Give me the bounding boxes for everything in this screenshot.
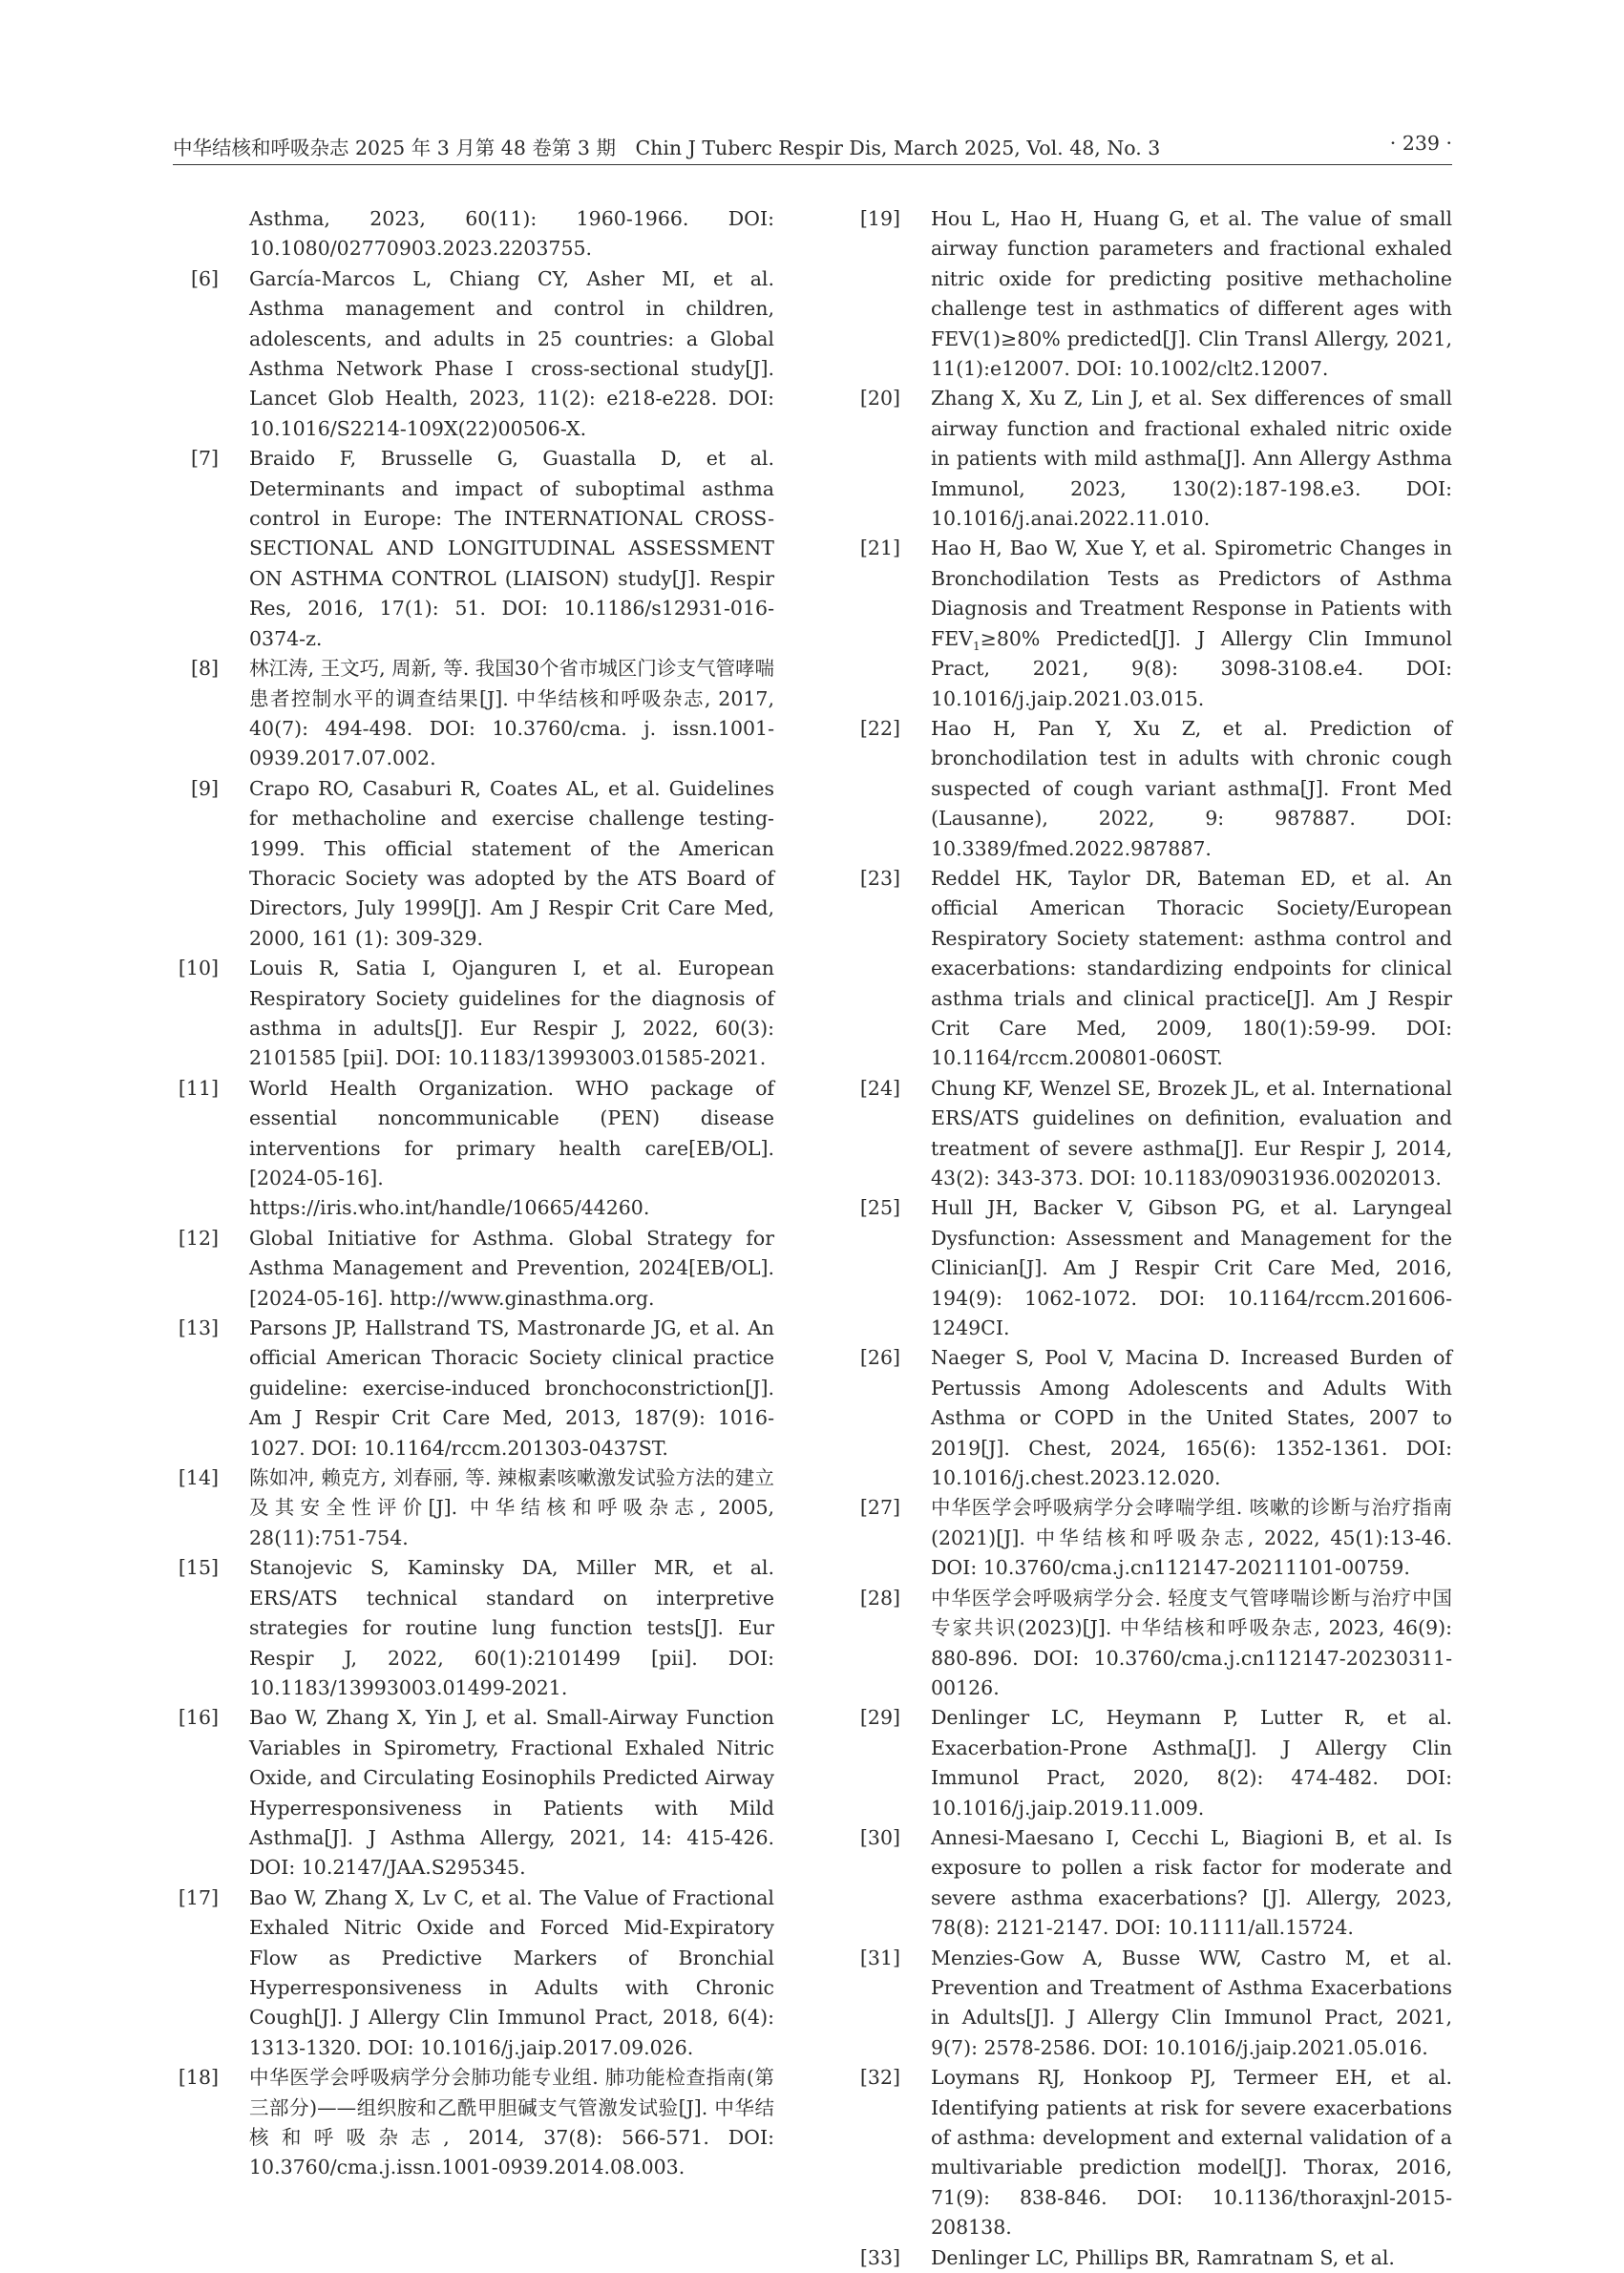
reference-number: [10] [178,957,219,980]
header-rule [173,164,1452,165]
reference-text: Parsons JP, Hallstrand TS, Mastronarde JG, et al. An official American Thoracic Society clinical practice guideline: exercise-induced bronchoconstriction[J]. Am J Respir Crit Care Med, 2013, 187(9): 1016-1027. DOI: 10.1164/rccm.201303-0437ST. [249,1316,774,1460]
reference-number: [17] [178,1885,219,1909]
reference-number: [26] [859,1346,900,1370]
reference-text: 陈如冲, 赖克方, 刘春丽, 等. 辣椒素咳嗽激发试验方法的建立及其安全性评价[J]. 中华结核和呼吸杂志, 2005, 28(11):751-754. [249,1466,774,1549]
subscript: 1 [973,639,981,653]
reference-text: World Health Organization. WHO package of essential noncommunicable (PEN) disease interventions for primary health care[EB/OL]. [2024-05-16]. https://iris.who.int/handle/10665/44260. [249,1076,774,1220]
journal-citation: 中华结核和呼吸杂志 2025 年 3 月第 48 卷第 3 期 Chin J Tuberc Respir Dis, March 2025, Vol. 48, No. 3 [173,137,1161,159]
reference-text: Crapo RO, Casaburi R, Coates AL, et al. Guidelines for methacholine and exercise challenge testing-1999. This official statement of the American Thoracic Society was adopted by the ATS Board of Directors, July 1999[J]. Am J Respir Crit Care Med, 2000, 161 (1): 309-329. [249,776,774,950]
reference-item [173,204,774,264]
reference-text [931,534,1452,713]
reference-text: Louis R, Satia I, Ojanguren I, et al. European Respiratory Society guidelines for the diagnosis of asthma in adults[J]. Eur Respir J, 2022, 60(3): 2101585 [pii]. DOI: 10.1183/13993003.01585-2021. [249,957,774,1070]
reference-text: Annesi-Maesano I, Cecchi L, Biagioni B, et al. Is exposure to pollen a risk factor for moderate and severe asthma exacerbations? [J]. Allergy, 2023, 78(8): 2121-2147. DOI: 10.1111/all.15724. [931,1825,1452,1940]
reference-text: Hao H, Pan Y, Xu Z, et al. Prediction of bronchodilation test in adults with chronic cough suspected of cough variant asthma[J]. Front Med (Lausanne), 2022, 9: 987887. DOI: 10.3389/fmed.2022.987887. [931,716,1452,860]
reference-text: Naeger S, Pool V, Macina D. Increased Burden of Pertussis Among Adolescents and Adults With Asthma or COPD in the United States, 2007 to 2019[J]. Chest, 2024, 165(6): 1352-1361. DOI: 10.1016/j.chest.2023.12.020. [931,1346,1452,1490]
reference-text: 林江涛, 王文巧, 周新, 等. 我国30个省市城区门诊支气管哮喘患者控制水平的调查结果[J]. 中华结核和呼吸杂志, 2017, 40(7): 494-498. DOI: 10.3760/cma. j. issn.1001-0939.2017.07.002. [249,657,774,770]
reference-item [854,1193,1452,1343]
reference-item [854,1074,1452,1194]
reference-text: Chung KF, Wenzel SE, Brozek JL, et al. International ERS/ATS guidelines on definition, evaluation and treatment of severe asthma[J]. Eur Respir J, 2014, 43(2): 343-373. DOI: 10.1183/09031936.00202013. [931,1076,1452,1189]
reference-number: [23] [859,866,900,890]
reference-text: Asthma, 2023, 60(11): 1960-1966. DOI: 10.1080/02770903.2023.2203755. [249,207,774,261]
reference-item [854,384,1452,534]
reference-text-part: ≥80% Predicted[J]. J Allergy Clin Immunol Pract, 2021, 9(8): 3098-3108.e4. DOI: 10.1016/j.jaip.2021.03.015. [931,626,1452,710]
reference-column-left [173,204,774,2183]
reference-number: [16] [178,1706,219,1730]
reference-text: Braido F, Brusselle G, Guastalla D, et al. Determinants and impact of suboptimal asthma control in Europe: The INTERNATIONAL CROSS-SECTIONAL AND LONGITUDINAL ASSESSMENT ON ASTHMA CONTROL (LIAISON) study[J]. Respir Res, 2016, 17(1): 51. DOI: 10.1186/s12931-016-0374-z. [249,447,774,650]
reference-number: [14] [178,1466,219,1490]
reference-item [173,1884,774,2063]
reference-item [854,204,1452,384]
reference-item [854,1944,1452,2064]
reference-number: [19] [859,207,900,230]
reference-text: 中华医学会呼吸病学分会肺功能专业组. 肺功能检查指南(第三部分)——组织胺和乙酰甲胆碱支气管激发试验[J]. 中华结核和呼吸杂志, 2014, 37(8): 566-571. DOI: 10.3760/cma.j.issn.1001-0939.2014.08.003. [249,2066,774,2179]
reference-text: 中华医学会呼吸病学分会. 轻度支气管哮喘诊断与治疗中国专家共识(2023)[J]. 中华结核和呼吸杂志, 2023, 46(9): 880-896. DOI: 10.3760/cma.j.cn112147-20230311-00126. [931,1586,1452,1699]
reference-text: Hou L, Hao H, Huang G, et al. The value of small airway function parameters and fractional exhaled nitric oxide for predicting positive methacholine challenge test in asthmatics of different ages with FEV(1)≥80% predicted[J]. Clin Transl Allergy, 2021, 11(1):e12007. DOI: 10.1002/clt2.12007. [931,207,1452,381]
reference-item [173,1703,774,1883]
reference-text: Loymans RJ, Honkoop PJ, Termeer EH, et al. Identifying patients at risk for severe exacerbations of asthma: development and external validation of a multivariable prediction model[J]. Thorax, 2016, 71(9): 838-846. DOI: 10.1136/thoraxjnl-2015-208138. [931,2066,1452,2240]
reference-number: [11] [178,1076,219,1100]
reference-text-part: Hao H, Bao W, Xue Y, et al. Spirometric Changes in Bronchodilation Tests as Predictors of Asthma Diagnosis and Treatment Response in Patients with FEV [931,537,1452,650]
reference-number: [27] [859,1496,900,1520]
reference-item [854,534,1452,713]
reference-number: [18] [178,2066,219,2090]
reference-item [173,954,774,1074]
reference-text: Zhang X, Xu Z, Lin J, et al. Sex differences of small airway function and fractional exhaled nitric oxide in patients with mild asthma[J]. Ann Allergy Asthma Immunol, 2023, 130(2):187-198.e3. DOI: 10.1016/j.anai.2022.11.010. [931,387,1452,531]
reference-number: [32] [859,2066,900,2090]
reference-text: García-Marcos L, Chiang CY, Asher MI, et al. Asthma management and control in children, adolescents, and adults in 25 countries: a Global Asthma Network Phase Ⅰ cross-sectional study[J]. Lancet Glob Health, 2023, 11(2): e218-e228. DOI: 10.1016/S2214-109X(22)00506-X. [249,266,774,440]
reference-item [173,1224,774,1314]
reference-number: [31] [859,1946,900,1969]
reference-text: Global Initiative for Asthma. Global Strategy for Asthma Management and Prevention, 2024[EB/OL]. [2024-05-16]. http://www.ginasthma.org. [249,1226,774,1310]
reference-number: [20] [859,387,900,410]
reference-text: Hull JH, Backer V, Gibson PG, et al. Laryngeal Dysfunction: Assessment and Management for the Clinician[J]. Am J Respir Crit Care Med, 2016, 194(9): 1062-1072. DOI: 10.1164/rccm.201606-1249CI. [931,1196,1452,1340]
reference-text: Bao W, Zhang X, Yin J, et al. Small-Airway Function Variables in Spirometry, Fractional Exhaled Nitric Oxide, and Circulating Eosinophils Predicted Airway Hyperresponsiveness in Patients with Mild Asthma[J]. J Asthma Allergy, 2021, 14: 415-426. DOI: 10.2147/JAA.S295345. [249,1706,774,1880]
reference-item [173,1463,774,1553]
reference-item [854,2243,1452,2273]
reference-text: Denlinger LC, Phillips BR, Ramratnam S, et al. [931,2245,1395,2269]
reference-number: [33] [859,2245,900,2269]
reference-item [173,444,774,654]
reference-number: [22] [859,716,900,740]
reference-item [173,264,774,444]
reference-text: Menzies-Gow A, Busse WW, Castro M, et al. Prevention and Treatment of Asthma Exacerbations in Adults[J]. J Allergy Clin Immunol Pract, 2021, 9(7): 2578-2586. DOI: 10.1016/j.jaip.2021.05.016. [931,1946,1452,2059]
reference-item [173,1553,774,1703]
reference-item [854,1823,1452,1944]
reference-text: Stanojevic S, Kaminsky DA, Miller MR, et al. ERS/ATS technical standard on interpretive strategies for routine lung function tests[J]. Eur Respir J, 2022, 60(1):2101499 [pii]. DOI: 10.1183/13993003.01499-2021. [249,1556,774,1699]
page-number: · 239 · [1389,132,1452,155]
reference-number: [29] [859,1706,900,1730]
reference-number: [25] [859,1196,900,1220]
reference-item [854,714,1452,864]
reference-number: [6] [190,266,219,290]
reference-text: 中华医学会呼吸病学分会哮喘学组. 咳嗽的诊断与治疗指南(2021)[J]. 中华结核和呼吸杂志, 2022, 45(1):13-46. DOI: 10.3760/cma.j.cn112147-20211101-00759. [931,1496,1452,1580]
reference-number: [7] [190,447,219,471]
reference-number: [8] [190,657,219,681]
reference-item [173,1314,774,1463]
reference-item [173,774,774,954]
running-header [173,132,1452,160]
reference-number: [15] [178,1556,219,1580]
reference-item [854,864,1452,1074]
reference-number: [9] [190,776,219,800]
reference-item [854,1343,1452,1493]
reference-item [854,2063,1452,2242]
reference-text: Denlinger LC, Heymann P, Lutter R, et al. Exacerbation-Prone Asthma[J]. J Allergy Clin Immunol Pract, 2020, 8(2): 474-482. DOI: 10.1016/j.jaip.2019.11.009. [931,1706,1452,1820]
reference-item [173,2063,774,2183]
reference-number: [21] [859,537,900,560]
reference-number: [24] [859,1076,900,1100]
reference-item [173,654,774,774]
reference-text: Reddel HK, Taylor DR, Bateman ED, et al. An official American Thoracic Society/European Respiratory Society statement: asthma control and exacerbations: standardizing endpoints for clinical asthma trials and clinical practice[J]. Am J Respir Crit Care Med, 2009, 180(1):59-99. DOI: 10.1164/rccm.200801-060ST. [931,866,1452,1070]
reference-item [854,1493,1452,1583]
reference-column-right [854,204,1452,2273]
reference-item [173,1074,774,1224]
reference-text: Bao W, Zhang X, Lv C, et al. The Value of Fractional Exhaled Nitric Oxide and Forced Mid-Expiratory Flow as Predictive Markers of Bronchial Hyperresponsiveness in Adults with Chronic Cough[J]. J Allergy Clin Immunol Pract, 2018, 6(4): 1313-1320. DOI: 10.1016/j.jaip.2017.09.026. [249,1885,774,2059]
reference-number: [30] [859,1825,900,1849]
reference-item [854,1703,1452,1823]
reference-number: [13] [178,1316,219,1340]
reference-item [854,1584,1452,1704]
reference-number: [28] [859,1586,900,1610]
reference-number: [12] [178,1226,219,1250]
